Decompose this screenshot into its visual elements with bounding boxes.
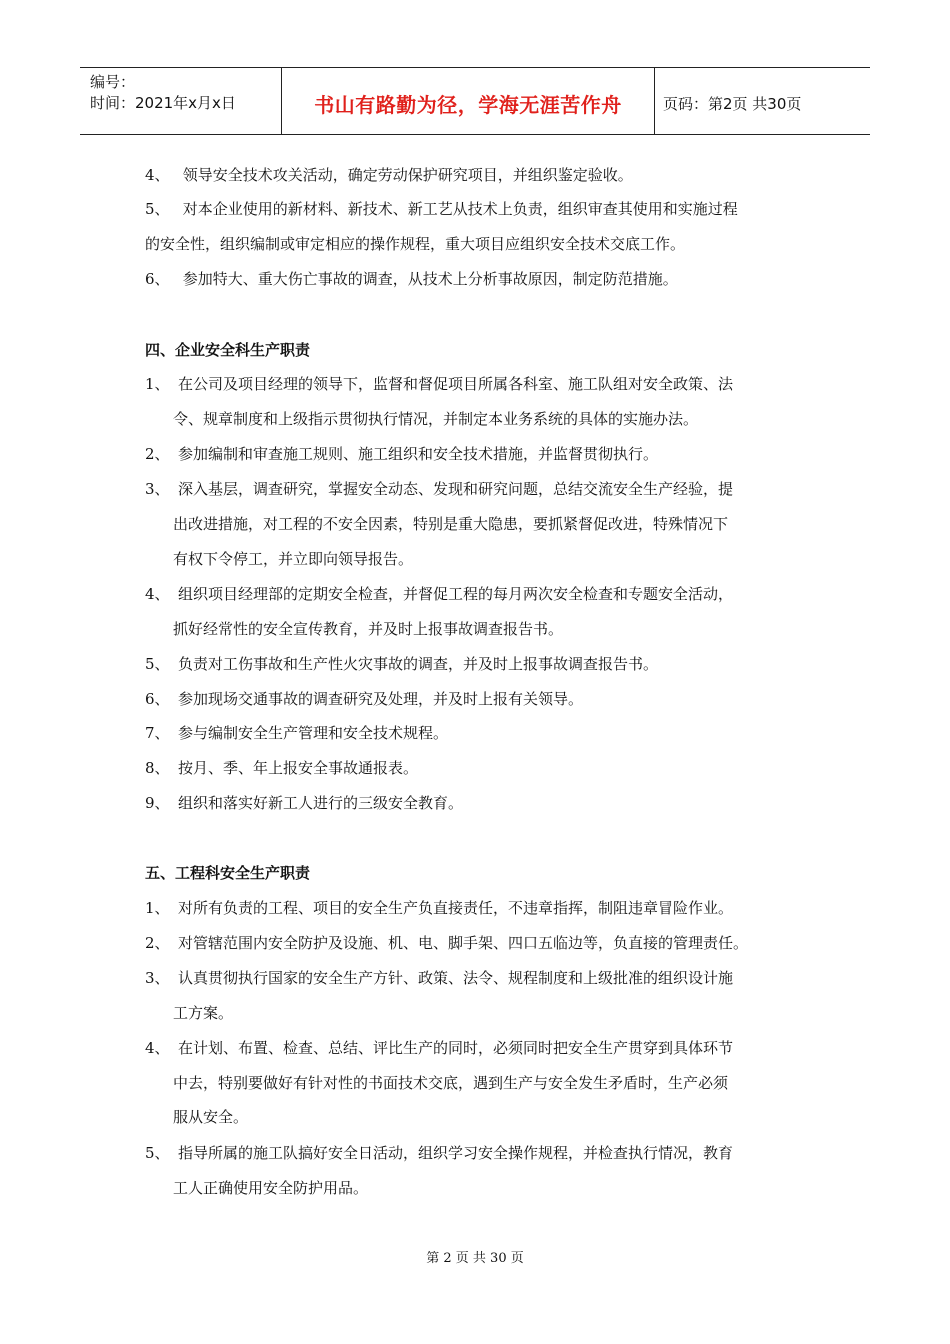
list-item-text: 认真贯彻执行国家的安全生产方针、政策、法令、规程制度和上级批准的组织设计施 [178, 969, 734, 987]
list-item [145, 584, 733, 604]
list-item-number: 5、 [145, 1144, 170, 1162]
list-item [145, 374, 733, 394]
list-item-text: 负责对工伤事故和生产性火灾事故的调查，并及时上报事故调查报告书。 [178, 655, 659, 673]
list-item-text: 对管辖范围内安全防护及设施、机、电、脚手架、四口五临边等，负直接的管理责任。 [178, 934, 749, 952]
list-item-text: 对本企业使用的新材料、新技术、新工艺从技术上负责，组织审查其使用和实施过程 [178, 200, 738, 218]
list-item [145, 444, 658, 464]
page-header [80, 67, 870, 135]
list-item [145, 165, 633, 185]
list-item-continuation: 工人正确使用安全防护用品。 [173, 1179, 369, 1197]
list-item [145, 654, 658, 674]
list-item-number: 3、 [145, 969, 170, 987]
list-item [145, 1038, 733, 1058]
list-item-text: 对所有负责的工程、项目的安全生产负直接责任，不违章指挥，制阻违章冒险作业。 [178, 899, 734, 917]
list-item-number: 4、 [145, 1039, 170, 1057]
list-item-text: 指导所属的施工队搞好安全日活动，组织学习安全操作规程，并检查执行情况，教育 [178, 1144, 734, 1162]
list-item [145, 898, 733, 918]
list-item-number: 6、 [145, 690, 170, 708]
list-item-text: 参加特大、重大伤亡事故的调查，从技术上分析事故原因，制定防范措施。 [178, 270, 678, 288]
list-item-number: 4、 [145, 166, 170, 184]
list-item-text: 参与编制安全生产管理和安全技术规程。 [178, 724, 449, 742]
list-item-text: 在公司及项目经理的领导下，监督和督促项目所属各科室、施工队组对安全政策、法 [178, 375, 734, 393]
list-item-text: 参加编制和审查施工规则、施工组织和安全技术措施，并监督贯彻执行。 [178, 445, 659, 463]
list-item-continuation: 工方案。 [173, 1004, 234, 1022]
list-item-continuation: 服从安全。 [173, 1108, 249, 1126]
list-item [145, 1143, 733, 1163]
date-line: 时间：2021年x月x日 [90, 94, 236, 112]
list-item-continuation: 出改进措施，对工程的不安全因素，特别是重大隐患，要抓紧督促改进，特殊情况下 [173, 515, 729, 533]
header-page-info: 页码：第2页 共30页 [663, 94, 802, 113]
list-item-text: 组织和落实好新工人进行的三级安全教育。 [178, 794, 464, 812]
list-item-number: 5、 [145, 200, 170, 218]
section-heading: 四、企业安全科生产职责 [145, 341, 311, 359]
list-item-number: 1、 [145, 375, 170, 393]
list-item-number: 6、 [145, 270, 170, 288]
list-item-text: 组织项目经理部的定期安全检查，并督促工程的每月两次安全检查和专题安全活动， [178, 585, 734, 603]
page-footer: 第 2 页 共 30 页 [426, 1251, 524, 1266]
list-item-text: 在计划、布置、检查、总结、评比生产的同时，必须同时把安全生产贯穿到具体环节 [178, 1039, 734, 1057]
header-motto: 书山有路勤为径，学海无涯苦作舟 [282, 68, 655, 134]
list-item-continuation: 令、规章制度和上级指示贯彻执行情况，并制定本业务系统的具体的实施办法。 [173, 410, 699, 428]
list-item-number: 7、 [145, 724, 170, 742]
list-item-number: 5、 [145, 655, 170, 673]
list-item-text: 深入基层，调查研究，掌握安全动态、发现和研究问题，总结交流安全生产经验，提 [178, 480, 734, 498]
list-item [145, 689, 583, 709]
list-item-text: 的安全性，组织编制或审定相应的操作规程，重大项目应组织安全技术交底工作。 [145, 235, 686, 253]
list-item-number: 8、 [145, 759, 170, 777]
list-item [145, 199, 738, 219]
list-item-number: 2、 [145, 445, 170, 463]
header-info-cell [80, 68, 282, 134]
list-item-number: 3、 [145, 480, 170, 498]
list-item-continuation: 抓好经常性的安全宣传教育，并及时上报事故调查报告书。 [173, 620, 564, 638]
list-item-text: 参加现场交通事故的调查研究及处理，并及时上报有关领导。 [178, 690, 584, 708]
serial-label: 编号： [90, 73, 136, 91]
list-item [145, 479, 733, 499]
list-item-number: 9、 [145, 794, 170, 812]
list-item-number: 2、 [145, 934, 170, 952]
list-item [145, 234, 685, 254]
list-item-text: 领导安全技术攻关活动，确定劳动保护研究项目，并组织鉴定验收。 [178, 166, 633, 184]
list-item-text: 按月、季、年上报安全事故通报表。 [178, 759, 419, 777]
list-item-continuation: 有权下令停工，并立即向领导报告。 [173, 550, 414, 568]
list-item [145, 269, 678, 289]
list-item [145, 968, 733, 988]
list-item [145, 933, 748, 953]
list-item [145, 793, 463, 813]
section-heading: 五、工程科安全生产职责 [145, 864, 311, 882]
list-item [145, 723, 448, 743]
list-item-number: 1、 [145, 899, 170, 917]
list-item [145, 758, 418, 778]
list-item-continuation: 中去，特别要做好有针对性的书面技术交底，遇到生产与安全发生矛盾时，生产必须 [173, 1074, 729, 1092]
list-item-number: 4、 [145, 585, 170, 603]
